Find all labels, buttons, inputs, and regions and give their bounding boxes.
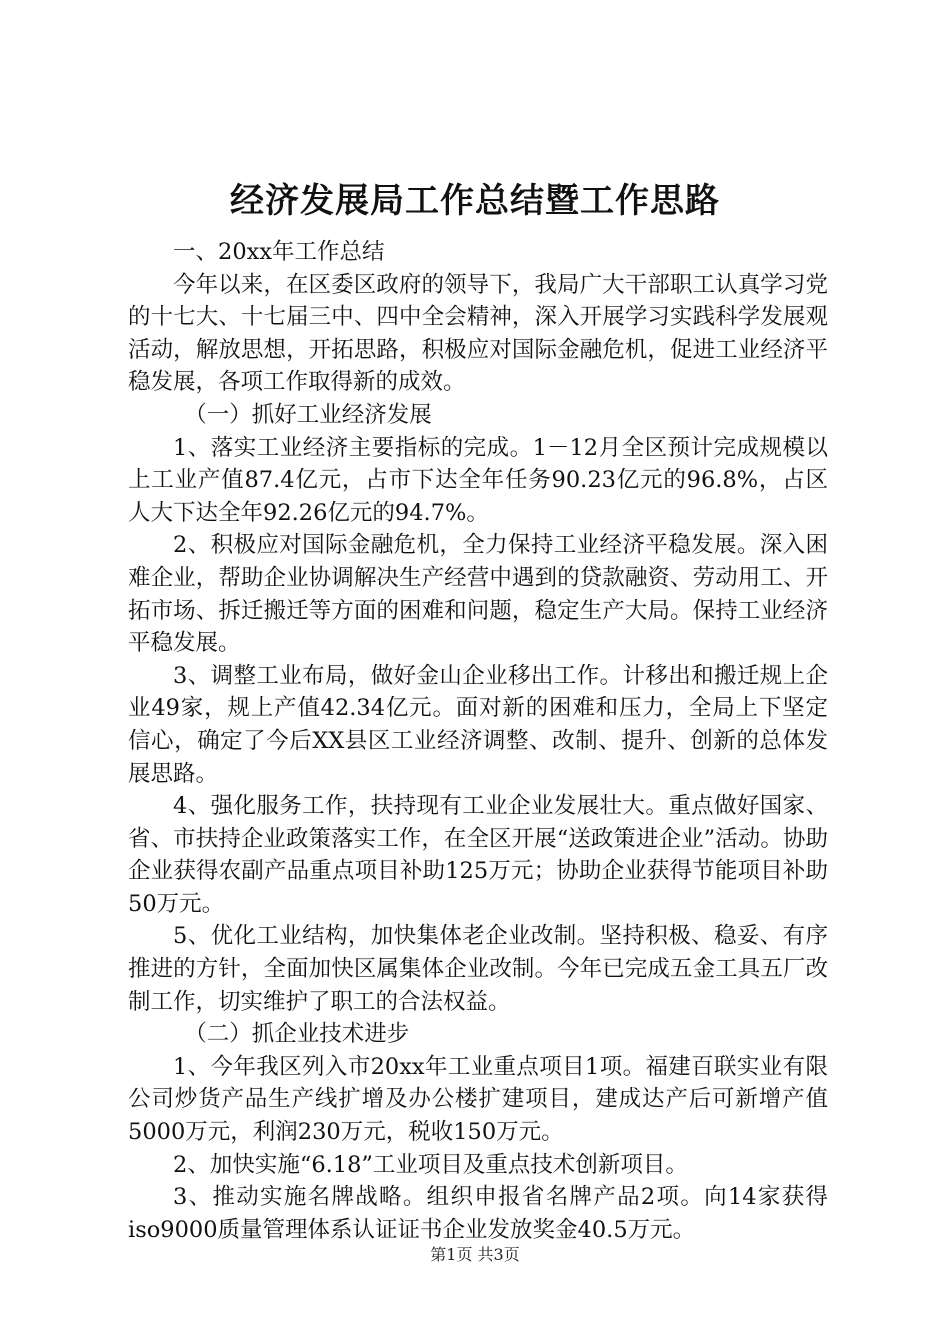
paragraph-tech-item-1: 1、今年我区列入市20xx年工业重点项目1项。福建百联实业有限公司炒货产品生产线扩增及办公楼扩建项目，建成达产后可新增产值5000万元，利润230万元，税收150万元。 <box>128 1053 828 1146</box>
paragraph-tech-item-2: 2、加快实施“6.18”工业项目及重点技术创新项目。 <box>173 1151 688 1178</box>
document-body <box>128 236 828 1246</box>
paragraph-item-5: 5、优化工业结构，加快集体老企业改制。坚持积极、稳妥、有序推进的方针，全面加快区属集体企业改制。今年已完成五金工具五厂改制工作，切实维护了职工的合法权益。 <box>128 923 828 1015</box>
paragraph-item-3: 3、调整工业布局，做好金山企业移出工作。计移出和搬迁规上企业49家，规上产值42.34亿元。面对新的困难和压力，全局上下坚定信心，确定了今后XX县区工业经济调整、改制、提升、创新的总体发展思路。 <box>128 662 828 787</box>
paragraph-item-4: 4、强化服务工作，扶持现有工业企业发展壮大。重点做好国家、省、市扶持企业政策落实工作，在全区开展“送政策进企业”活动。协助企业获得农副产品重点项目补助125万元；协助企业获得节能项目补助50万元。 <box>128 793 828 917</box>
document-title: 经济发展局工作总结暨工作思路 <box>230 181 720 221</box>
subsection-heading-industrial-economy: （一）抓好工业经济发展 <box>184 401 432 428</box>
paragraph-intro: 今年以来，在区委区政府的领导下，我局广大干部职工认真学习党的十七大、十七届三中、四中全会精神，深入开展学习实践科学发展观活动，解放思想，开拓思路，积极应对国际金融危机，促进工业经济平稳发展，各项工作取得新的成效。 <box>128 271 828 396</box>
subsection-heading-technology: （二）抓企业技术进步 <box>184 1021 410 1048</box>
section-heading: 一、20xx年工作总结 <box>173 239 385 265</box>
paragraph-item-1: 1、落实工业经济主要指标的完成。1－12月全区预计完成规模以上工业产值87.4亿元，占市下达全年任务90.23亿元的96.8%，占区人大下达全年92.26亿元的94.7%。 <box>128 434 828 526</box>
paragraph-item-2: 2、积极应对国际金融危机，全力保持工业经济平稳发展。深入困难企业，帮助企业协调解决生产经营中遇到的贷款融资、劳动用工、开拓市场、拆迁搬迁等方面的困难和问题，稳定生产大局。保持工业经济平稳发展。 <box>128 532 828 657</box>
paragraph-tech-item-3: 3、推动实施名牌战略。组织申报省名牌产品2项。向14家获得iso9000质量管理体系认证证书企业发放奖金40.5万元。 <box>128 1184 828 1243</box>
page-footer: 第1页 共3页 <box>430 1245 520 1264</box>
